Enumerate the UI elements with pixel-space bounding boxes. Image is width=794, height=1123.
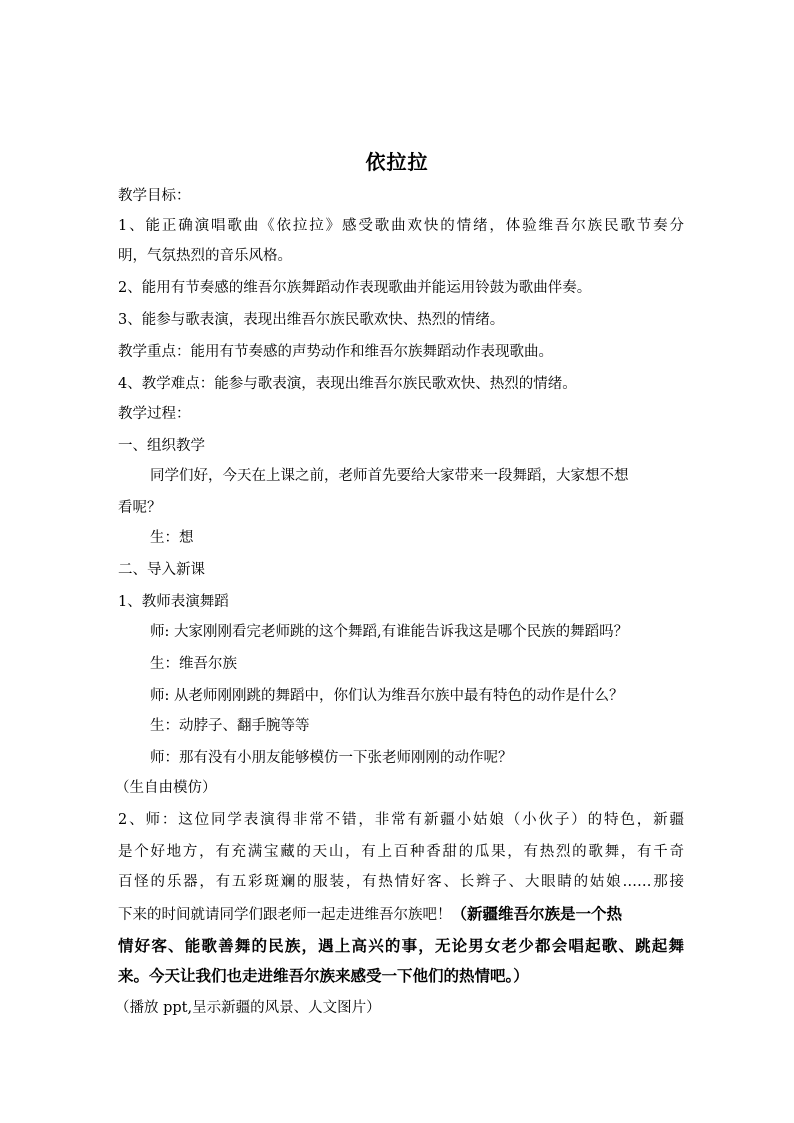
paragraph-line: 是个好地方，有充满宝藏的天山，有上百种香甜的瓜果，有热烈的歌舞，有千奇 <box>118 844 684 860</box>
dialogue-line: 师: 大家刚刚看完老师跳的这个舞蹈,有谁能告诉我这是哪个民族的舞蹈吗？ <box>150 624 629 640</box>
subsection-heading: 1、教师表演舞蹈 <box>118 594 229 610</box>
bold-paragraph-line: 情好客、能歌善舞的民族，遇上高兴的事，无论男女老少都会唱起歌、跳起舞 <box>118 936 684 955</box>
section-heading: 二、导入新课 <box>118 562 205 578</box>
dialogue-line: 师：那有没有小朋友能够模仿一下张老师刚刚的动作呢？ <box>150 750 513 766</box>
paragraph-line: 教学重点：能用有节奏感的声势动作和维吾尔族舞蹈动作表现歌曲。 <box>118 344 553 360</box>
dialogue-line: 生：维吾尔族 <box>150 656 237 672</box>
bold-note: （新疆维吾尔族是一个热 <box>451 904 623 923</box>
paragraph-line: 同学们好，今天在上课之前，老师首先要给大家带来一段舞蹈，大家想不想 <box>150 468 629 484</box>
paragraph-line: 2、师：这位同学表演得非常不错，非常有新疆小姑娘（小伙子）的特色，新疆 <box>118 812 684 828</box>
paragraph-line: 教学目标： <box>118 188 191 204</box>
paragraph-line: 百怪的乐器，有五彩斑斓的服装，有热情好客、长辫子、大眼睛的姑娘……那接 <box>118 874 684 890</box>
paragraph-line <box>118 904 684 925</box>
paragraph-line: 2、能用有节奏感的维吾尔族舞蹈动作表现歌曲并能运用铃鼓为歌曲伴奏。 <box>118 280 592 296</box>
paragraph-text: 下来的时间就请同学们跟老师一起走进维吾尔族吧！ <box>118 907 452 923</box>
paragraph-line: 4、教学难点：能参与歌表演，表现出维吾尔族民歌欢快、热烈的情绪。 <box>118 376 577 392</box>
paragraph-line: 1、能正确演唱歌曲《依拉拉》感受歌曲欢快的情绪，体验维吾尔族民歌节奏分 <box>118 218 684 234</box>
page-title: 依拉拉 <box>365 150 429 174</box>
dialogue-line: 师: 从老师刚刚跳的舞蹈中，你们认为维吾尔族中最有特色的动作是什么？ <box>150 688 624 704</box>
bold-paragraph-line: 来。今天让我们也走进维吾尔族来感受一下他们的热情吧。） <box>118 966 529 985</box>
paragraph-line: （生自由模仿） <box>115 780 217 796</box>
paragraph-line: 3、能参与歌表演，表现出维吾尔族民歌欢快、热烈的情绪。 <box>118 312 505 328</box>
section-heading: 一、组织教学 <box>118 438 205 454</box>
paragraph-line: 教学过程： <box>118 406 191 422</box>
paragraph-line: （播放 ppt,呈示新疆的风景、人文图片） <box>115 1000 381 1016</box>
paragraph-line: 明，气氛热烈的音乐风格。 <box>118 248 292 264</box>
paragraph-line: 看呢？ <box>118 500 162 516</box>
dialogue-line: 生：动脖子、翻手腕等等 <box>150 718 310 734</box>
dialogue-line: 生：想 <box>150 530 194 546</box>
